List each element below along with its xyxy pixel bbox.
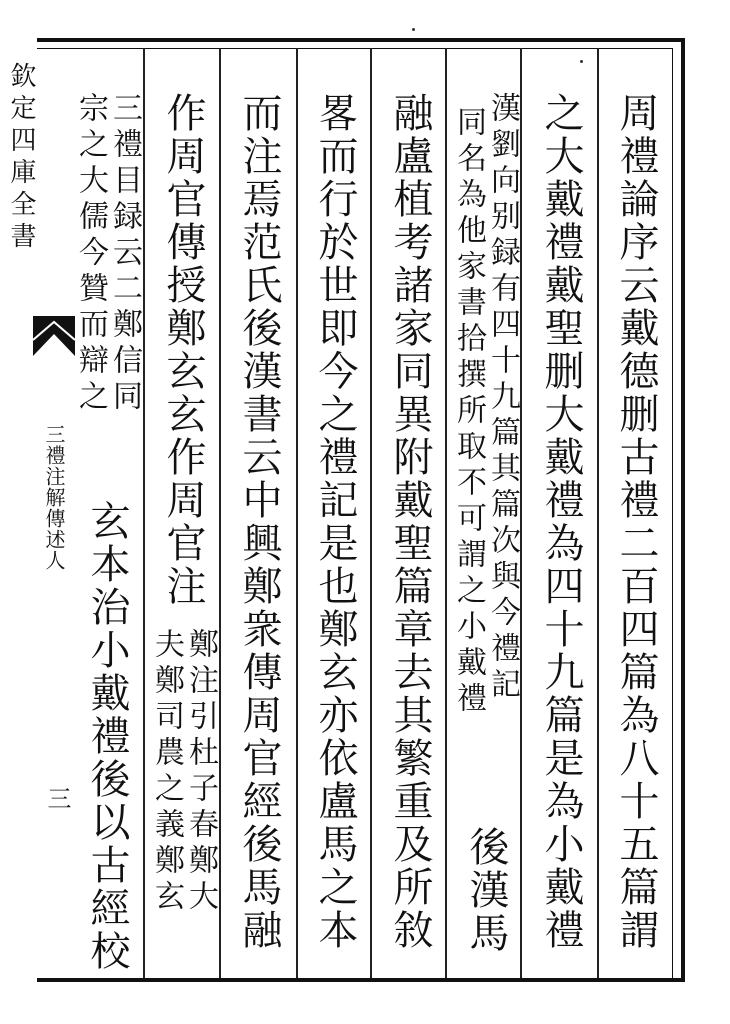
note-text-right: 漢劉向别録有四十九篇其篇次與今禮記 [485, 92, 520, 704]
text-column-4 [377, 92, 443, 972]
text-column-6 [226, 92, 292, 972]
column-rule [219, 48, 221, 978]
margin-page-number: 三 [43, 786, 71, 810]
scan-speck [412, 28, 415, 31]
column-rule [370, 48, 372, 978]
column-text: 而注焉范氏後漢書云中興鄭衆傳周官經後馬融 [236, 92, 282, 952]
column-rule [597, 48, 599, 978]
column-text-head: 作周官傳授鄭玄玄作周官注 [160, 92, 206, 608]
column-text: 之大戴禮戴聖删大戴禮為四十九篇是為小戴禮 [538, 92, 584, 952]
note-text-right: 鄭注引杜子春鄭大 [183, 628, 218, 916]
column-text: 融盧植考諸家同異附戴聖篇章去其繁重及所敘 [387, 92, 433, 952]
column-rule [520, 48, 522, 978]
text-column-1 [604, 92, 668, 972]
text-column-5 [302, 92, 368, 972]
note-text-left: 同名為他家書拾撰所取不可謂之小戴禮 [451, 106, 486, 718]
text-column-2 [528, 92, 594, 972]
text-column-8 [74, 92, 140, 972]
scan-speck [580, 60, 583, 63]
margin-section-title: 三禮注解傳述人 [42, 424, 66, 571]
text-column-3 [452, 92, 518, 972]
column-rule [296, 48, 298, 978]
fish-tail-mark-icon [33, 316, 75, 356]
margin-book-title: 欽定四庫全書 [6, 62, 36, 254]
note-text-left: 宗之大儒今贊而辯之 [73, 92, 108, 416]
column-text: 周禮論序云戴德删古禮二百四篇為八十五篇謂 [613, 92, 659, 952]
note-text-left: 夫鄭司農之義鄭玄 [149, 628, 184, 916]
column-rule [445, 48, 447, 978]
column-text-tail: 玄本治小戴禮後以古經校 [84, 500, 130, 973]
column-text: 畧而行於世即今之禮記是也鄭玄亦依盧馬之本 [312, 92, 358, 952]
text-column-7 [150, 92, 216, 972]
column-rule [143, 48, 145, 978]
column-text-tail: 後漢馬 [463, 826, 509, 955]
note-text-right: 三禮目録云二鄭信同 [107, 92, 142, 416]
